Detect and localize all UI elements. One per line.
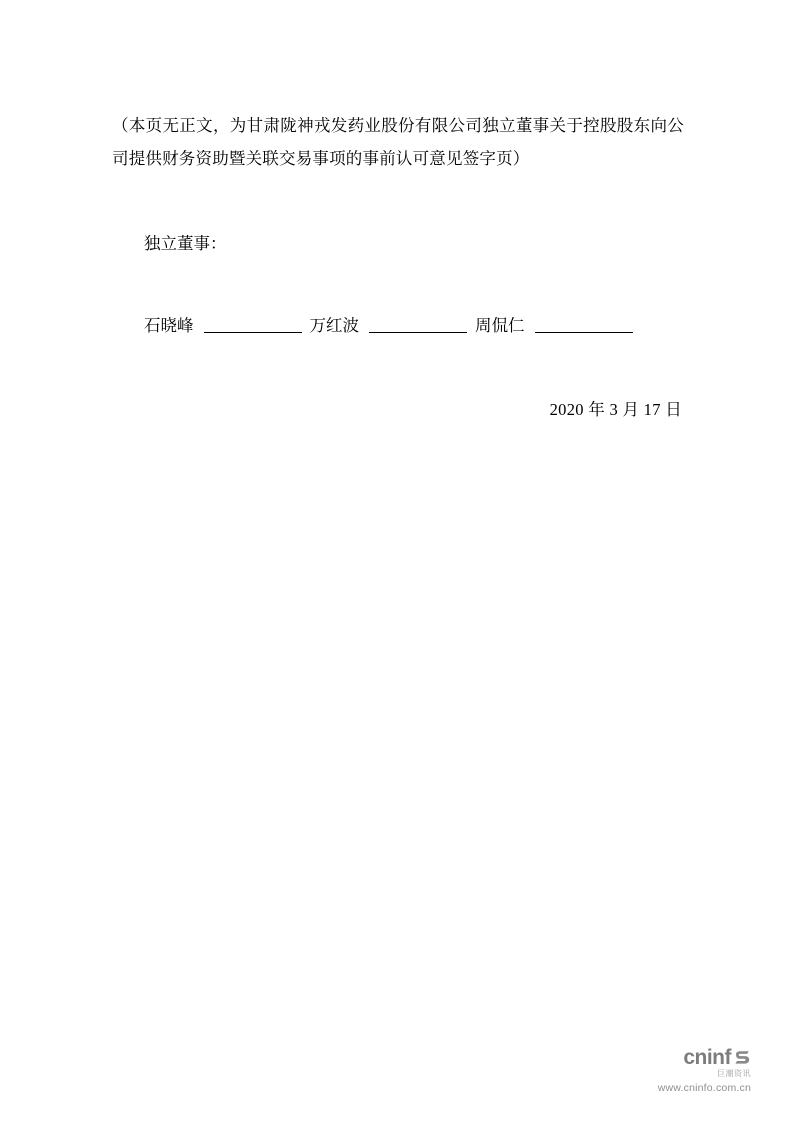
watermark-subtitle: 巨潮资讯 bbox=[717, 1069, 751, 1078]
signature-line bbox=[535, 318, 633, 333]
document-body bbox=[112, 92, 684, 420]
cninfo-mark-icon bbox=[734, 1050, 751, 1067]
signature-name: 万红波 bbox=[309, 315, 359, 335]
intro-paragraph: （本页无正文，为甘肃陇神戎发药业股份有限公司独立董事关于控股股东向公司提供财务资助暨关联交易事项的事前认可意见签字页） bbox=[112, 115, 684, 168]
signature-name: 周侃仁 bbox=[475, 315, 525, 335]
independent-directors-label: 独立董事： bbox=[144, 233, 227, 253]
watermark-logo-text: cninf bbox=[683, 1046, 731, 1069]
watermark bbox=[658, 1046, 751, 1094]
signature-name: 石晓峰 bbox=[144, 315, 194, 335]
watermark-url: www.cninfo.com.cn bbox=[657, 1082, 751, 1094]
signature-line bbox=[369, 318, 467, 333]
signature-line bbox=[204, 318, 302, 333]
signature-row bbox=[144, 312, 684, 336]
watermark-logo bbox=[658, 1046, 751, 1070]
signing-date: 2020 年 3 月 17 日 bbox=[549, 399, 682, 419]
